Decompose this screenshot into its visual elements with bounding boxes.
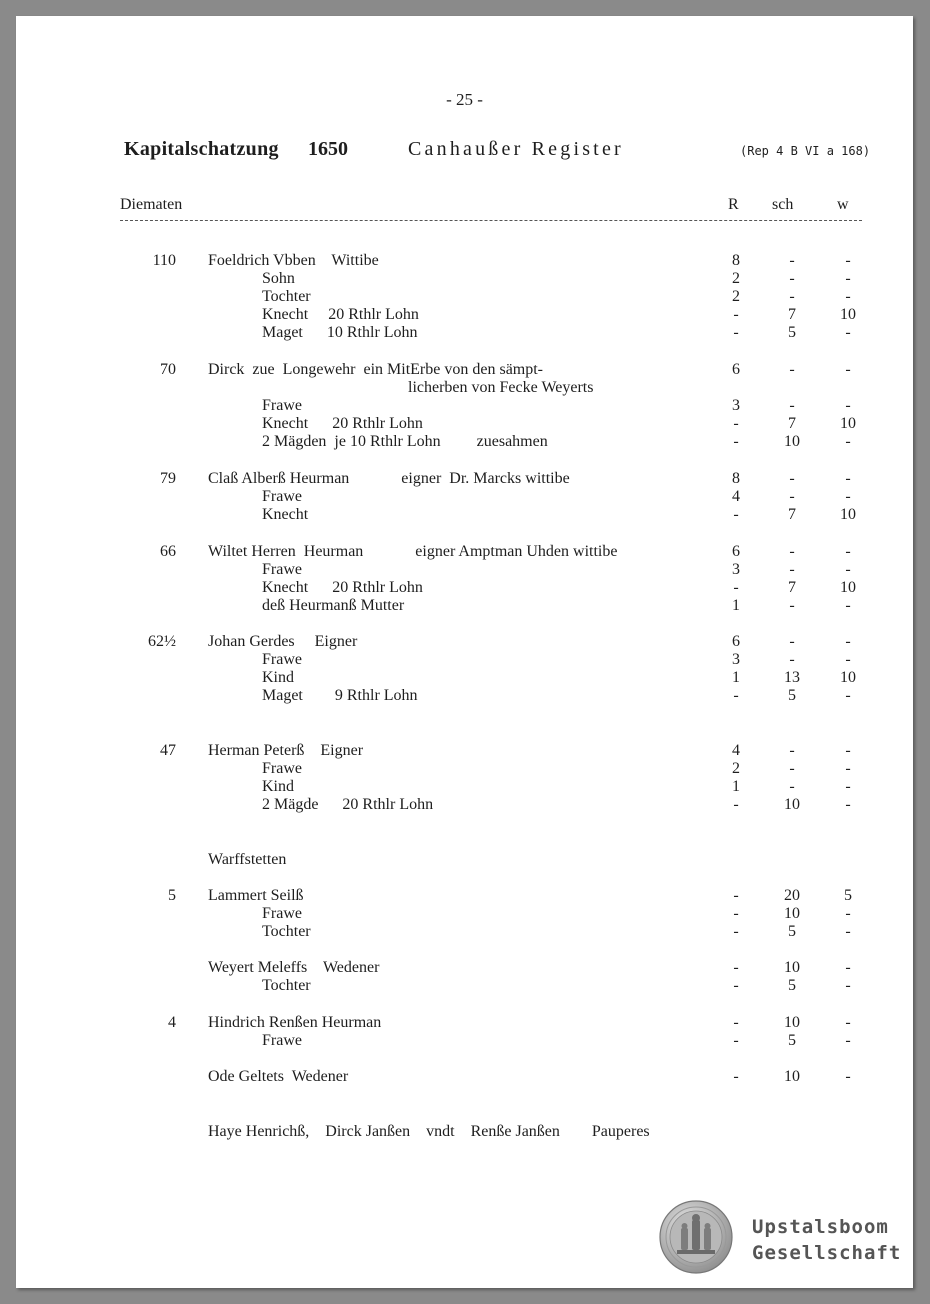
w-value: - <box>845 252 851 269</box>
entry-text: Weyert Meleffs Wedener <box>208 959 380 976</box>
table-row <box>16 795 913 814</box>
table-row <box>16 632 913 651</box>
entry-text: licherben von Fecke Weyerts <box>408 379 594 396</box>
sch-value: 7 <box>788 415 796 432</box>
sch-value: 7 <box>788 579 796 596</box>
r-value: 6 <box>732 361 740 378</box>
table-row <box>16 560 913 579</box>
w-value: - <box>845 687 851 704</box>
diematen-cell: 79 <box>160 470 176 487</box>
sch-value: 13 <box>784 669 800 686</box>
title-year: 1650 <box>308 138 348 160</box>
archive-reference: (Rep 4 B VI a 168) <box>740 144 871 158</box>
table-row <box>16 305 913 324</box>
entry-text: Frawe <box>262 561 302 578</box>
sch-value: 5 <box>788 977 796 994</box>
entry-text: Lammert Seilß <box>208 887 304 904</box>
entry-text: Claß Alberß Heurman eigner Dr. Marcks wittibe <box>208 470 570 487</box>
w-value: - <box>845 470 851 487</box>
r-value: 6 <box>732 633 740 650</box>
entry-text: Dirck zue Longewehr ein MitErbe von den sämpt- <box>208 361 544 378</box>
r-value: 8 <box>732 252 740 269</box>
w-value: - <box>845 1032 851 1049</box>
table-row <box>16 759 913 778</box>
table-row <box>16 360 913 379</box>
upstalsboom-seal-icon <box>659 1200 733 1274</box>
entry-text: Kind <box>262 778 294 795</box>
diematen-cell: 110 <box>152 252 176 269</box>
w-value: - <box>845 288 851 305</box>
r-value: 3 <box>732 561 740 578</box>
sch-value: - <box>789 561 795 578</box>
table-row <box>16 578 913 597</box>
w-value: - <box>845 488 851 505</box>
r-value: - <box>733 1068 739 1085</box>
entry-text: Sohn <box>262 270 295 287</box>
sch-value: - <box>789 651 795 668</box>
entry-text: Frawe <box>262 760 302 777</box>
w-value: 10 <box>840 306 856 323</box>
w-value: 10 <box>840 669 856 686</box>
column-header-r: R <box>728 196 739 213</box>
sch-value: 10 <box>784 1014 800 1031</box>
r-value: 2 <box>732 760 740 777</box>
r-value: - <box>733 687 739 704</box>
w-value: - <box>845 597 851 614</box>
r-value: - <box>733 506 739 523</box>
document-page <box>16 16 913 1288</box>
w-value: - <box>845 1068 851 1085</box>
page-number: - 25 - <box>446 90 483 109</box>
w-value: - <box>845 633 851 650</box>
diematen-cell: 47 <box>160 742 176 759</box>
table-row <box>16 378 913 397</box>
table-row <box>16 596 913 615</box>
entry-text: Knecht <box>262 506 309 523</box>
w-value: - <box>845 905 851 922</box>
w-value: 10 <box>840 506 856 523</box>
sch-value: - <box>789 543 795 560</box>
sch-value: 7 <box>788 506 796 523</box>
table-row <box>16 251 913 270</box>
w-value: - <box>845 778 851 795</box>
r-value: 1 <box>732 778 740 795</box>
r-value: - <box>733 306 739 323</box>
table-row <box>16 922 913 941</box>
table-row <box>16 904 913 923</box>
r-value: - <box>733 1014 739 1031</box>
w-value: - <box>845 397 851 414</box>
r-value: - <box>733 977 739 994</box>
r-value: - <box>733 923 739 940</box>
w-value: 10 <box>840 579 856 596</box>
table-row <box>16 1067 913 1086</box>
entry-text: 2 Mägde 20 Rthlr Lohn <box>262 796 434 813</box>
entry-text: Frawe <box>262 1032 302 1049</box>
column-header-w: w <box>837 196 849 213</box>
table-row <box>16 269 913 288</box>
w-value: - <box>845 270 851 287</box>
r-value: - <box>733 415 739 432</box>
sch-value: - <box>789 361 795 378</box>
w-value: - <box>845 361 851 378</box>
r-value: - <box>733 1032 739 1049</box>
table-row <box>16 777 913 796</box>
table-row <box>16 958 913 977</box>
sch-value: - <box>789 470 795 487</box>
diematen-cell: 62½ <box>148 633 176 650</box>
table-row <box>16 886 913 905</box>
r-value: 2 <box>732 270 740 287</box>
r-value: 3 <box>732 397 740 414</box>
sch-value: 20 <box>784 887 800 904</box>
sch-value: 10 <box>784 433 800 450</box>
entry-text: Hindrich Renßen Heurman <box>208 1014 382 1031</box>
w-value: - <box>845 543 851 560</box>
w-value: - <box>845 796 851 813</box>
sch-value: - <box>789 633 795 650</box>
sch-value: - <box>789 270 795 287</box>
sch-value: - <box>789 252 795 269</box>
title-register: Canhaußer Register <box>408 138 624 160</box>
table-row <box>16 432 913 451</box>
w-value: - <box>845 433 851 450</box>
table-row <box>16 414 913 433</box>
table-row <box>16 542 913 561</box>
sch-value: - <box>789 488 795 505</box>
entry-text: Knecht 20 Rthlr Lohn <box>262 579 423 596</box>
table-row <box>16 396 913 415</box>
entry-text: Frawe <box>262 905 302 922</box>
table-row <box>16 650 913 669</box>
r-value: - <box>733 433 739 450</box>
entry-text: Maget 10 Rthlr Lohn <box>262 324 418 341</box>
r-value: - <box>733 959 739 976</box>
w-value: 5 <box>844 887 852 904</box>
table-row <box>16 505 913 524</box>
r-value: 2 <box>732 288 740 305</box>
diematen-cell: 4 <box>168 1014 176 1031</box>
column-header-sch: sch <box>772 196 794 213</box>
entry-text: deß Heurmanß Mutter <box>262 597 405 614</box>
entry-text: Tochter <box>262 923 311 940</box>
sch-value: - <box>789 397 795 414</box>
r-value: - <box>733 579 739 596</box>
table-row <box>16 741 913 760</box>
w-value: - <box>845 760 851 777</box>
w-value: - <box>845 561 851 578</box>
entry-text: Maget 9 Rthlr Lohn <box>262 687 418 704</box>
entry-text: Frawe <box>262 488 302 505</box>
w-value: - <box>845 959 851 976</box>
entry-text: Foeldrich Vbben Wittibe <box>208 252 379 269</box>
w-value: - <box>845 923 851 940</box>
entry-text: Warffstetten <box>208 851 287 868</box>
table-row <box>16 1031 913 1050</box>
brand-line-2: Gesellschaft <box>752 1242 902 1264</box>
w-value: 10 <box>840 415 856 432</box>
r-value: 8 <box>732 470 740 487</box>
w-value: - <box>845 742 851 759</box>
sch-value: 10 <box>784 1068 800 1085</box>
w-value: - <box>845 977 851 994</box>
r-value: 4 <box>732 742 740 759</box>
table-row <box>16 668 913 687</box>
r-value: - <box>733 324 739 341</box>
r-value: 1 <box>732 597 740 614</box>
sch-value: 5 <box>788 1032 796 1049</box>
r-value: 3 <box>732 651 740 668</box>
r-value: - <box>733 905 739 922</box>
diematen-cell: 5 <box>168 887 176 904</box>
sch-value: - <box>789 778 795 795</box>
entry-text: Knecht 20 Rthlr Lohn <box>262 306 419 323</box>
entry-text: Haye Henrichß, Dirck Janßen vndt Renße Janßen Pauperes <box>208 1123 650 1140</box>
header-divider <box>120 220 862 221</box>
w-value: - <box>845 651 851 668</box>
sch-value: - <box>789 760 795 777</box>
sch-value: 7 <box>788 306 796 323</box>
diematen-cell: 66 <box>160 543 176 560</box>
entry-text: Frawe <box>262 651 302 668</box>
sch-value: 5 <box>788 324 796 341</box>
entry-text: 2 Mägden je 10 Rthlr Lohn zuesahmen <box>262 433 548 450</box>
w-value: - <box>845 324 851 341</box>
entry-text: Tochter <box>262 288 311 305</box>
w-value: - <box>845 1014 851 1031</box>
table-row <box>16 1122 913 1141</box>
entry-text: Herman Peterß Eigner <box>208 742 364 759</box>
column-header-diematen: Diematen <box>120 196 183 213</box>
sch-value: 10 <box>784 959 800 976</box>
table-row <box>16 287 913 306</box>
entry-text: Knecht 20 Rthlr Lohn <box>262 415 423 432</box>
table-row <box>16 1013 913 1032</box>
title-main: Kapitalschatzung <box>124 138 279 160</box>
entry-text: Kind <box>262 669 294 686</box>
sch-value: 5 <box>788 687 796 704</box>
sch-value: - <box>789 288 795 305</box>
r-value: - <box>733 887 739 904</box>
entry-text: Wiltet Herren Heurman eigner Amptman Uhden wittibe <box>208 543 618 560</box>
sch-value: 5 <box>788 923 796 940</box>
sch-value: 10 <box>784 905 800 922</box>
r-value: 1 <box>732 669 740 686</box>
table-row <box>16 686 913 705</box>
sch-value: 10 <box>784 796 800 813</box>
table-row <box>16 323 913 342</box>
entry-text: Frawe <box>262 397 302 414</box>
entry-text: Johan Gerdes Eigner <box>208 633 358 650</box>
r-value: 4 <box>732 488 740 505</box>
entry-text: Tochter <box>262 977 311 994</box>
table-row <box>16 850 913 869</box>
entry-text: Ode Geltets Wedener <box>208 1068 349 1085</box>
r-value: - <box>733 796 739 813</box>
table-row <box>16 487 913 506</box>
r-value: 6 <box>732 543 740 560</box>
table-row <box>16 469 913 488</box>
brand-line-1: Upstalsboom <box>752 1216 889 1238</box>
sch-value: - <box>789 597 795 614</box>
sch-value: - <box>789 742 795 759</box>
table-row <box>16 976 913 995</box>
diematen-cell: 70 <box>160 361 176 378</box>
